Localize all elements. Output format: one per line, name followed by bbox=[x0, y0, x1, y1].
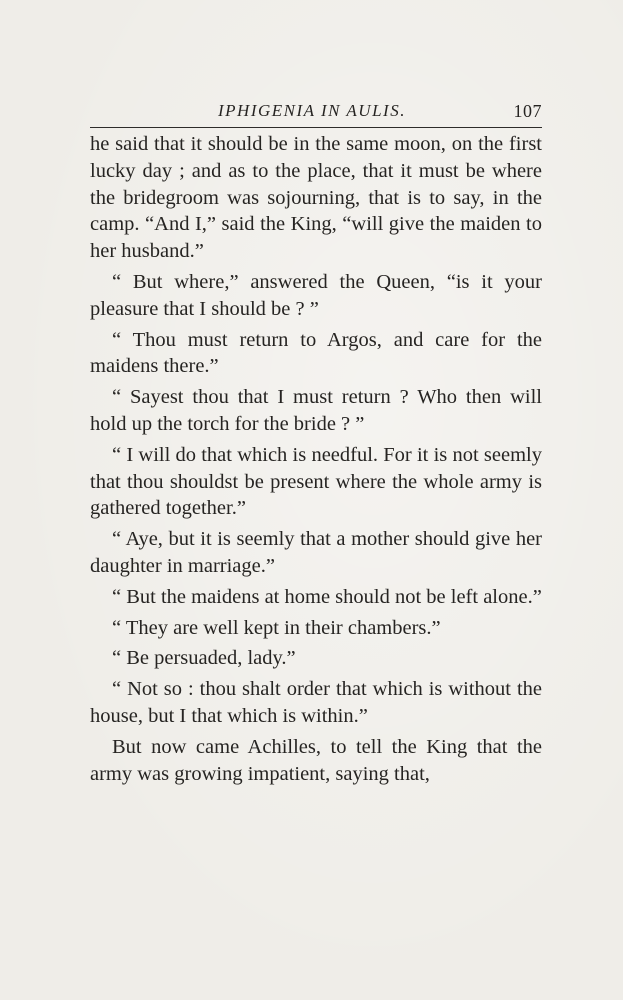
paragraph: “ I will do that which is needful. For it is not seemly that thou shouldst be present where the whole army is gathered together.” bbox=[90, 443, 542, 520]
page-number: 107 bbox=[513, 101, 542, 121]
paragraph: “ But where,” answered the Queen, “is it your pleasure that I should be ? ” bbox=[90, 270, 542, 320]
paragraph: “ But the maidens at home should not be left alone.” bbox=[112, 585, 542, 608]
paragraph: But now came Achilles, to tell the King that the army was growing impatient, saying that, bbox=[90, 735, 542, 785]
paragraph: he said that it should be in the same moon, on the first lucky day ; and as to the place, that it must be where the bridegroom was sojourning, that is to say, in the camp. “And I,” said the King, “will give the maiden to her husband.” bbox=[90, 133, 542, 263]
header-rule bbox=[90, 127, 542, 128]
body-text bbox=[90, 131, 542, 791]
paragraph: “ Sayest thou that I must return ? Who then will hold up the torch for the bride ? ” bbox=[90, 386, 542, 435]
paragraph: “ Be persuaded, lady.” bbox=[112, 647, 296, 670]
paragraph: “ Thou must return to Argos, and care for the maidens there.” bbox=[90, 328, 542, 378]
running-title: IPHIGENIA IN AULIS. bbox=[218, 101, 406, 120]
paragraph: “ Aye, but it is seemly that a mother should give her daughter in marriage.” bbox=[90, 528, 542, 577]
paragraph: “ They are well kept in their chambers.” bbox=[112, 616, 441, 639]
page-header bbox=[90, 101, 542, 127]
paragraph: “ Not so : thou shalt order that which is without the house, but I that which is within.” bbox=[90, 678, 542, 727]
